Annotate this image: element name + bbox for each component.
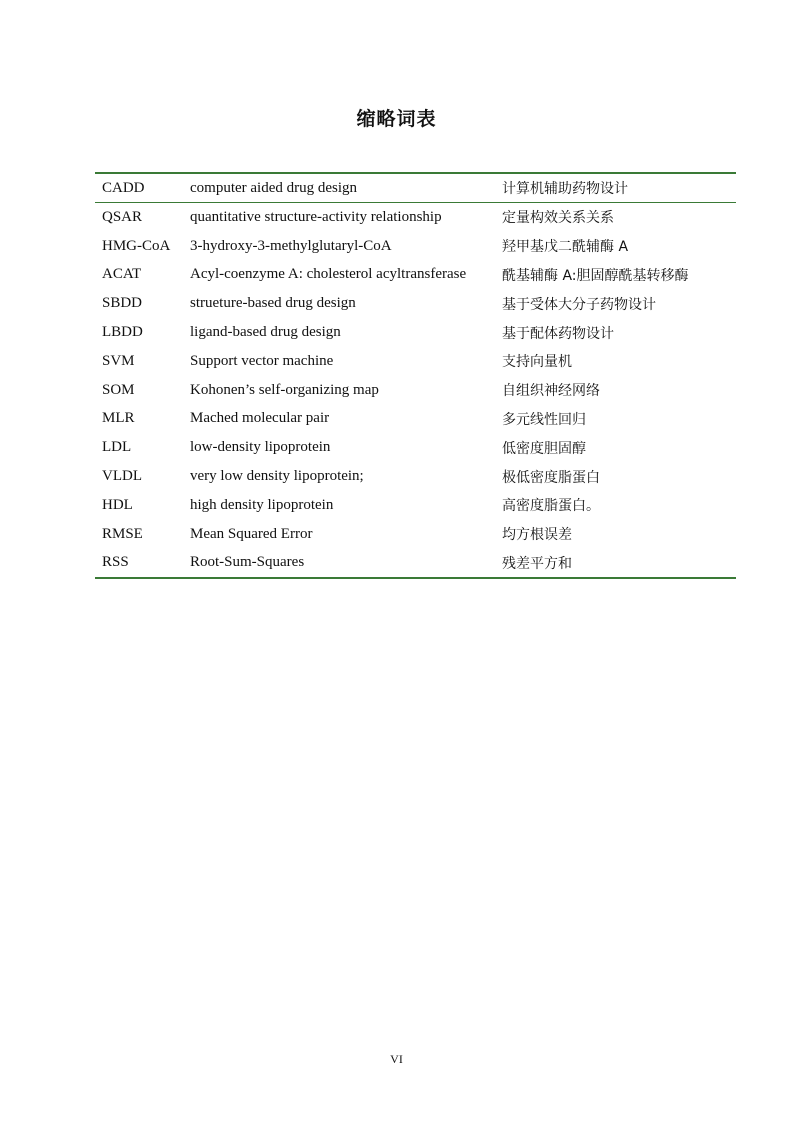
page-number: VI (390, 1052, 403, 1066)
abbr-cell: ACAT (102, 266, 142, 283)
abbr-cell: MLR (102, 410, 135, 427)
english-term-cell: strueture-based drug design (190, 295, 356, 312)
english-term-cell: 3-hydroxy-3-methylglutaryl-CoA (190, 237, 392, 254)
abbr-cell: QSAR (102, 208, 143, 225)
page-title: 缩略词表 (356, 108, 437, 130)
english-term-cell: high density lipoprotein (190, 496, 334, 513)
chinese-term-cell: 残差平方和 (502, 555, 572, 572)
abbr-cell: SOM (102, 381, 135, 398)
table-row (95, 433, 736, 462)
table-row (95, 462, 736, 491)
table-row (95, 491, 736, 520)
chinese-term-cell: 计算机辅助药物设计 (502, 181, 628, 197)
abbr-cell: RMSE (102, 525, 143, 542)
abbr-cell: LDL (102, 439, 132, 456)
abbr-cell: VLDL (102, 468, 142, 485)
english-term-cell: low-density lipoprotein (190, 439, 331, 456)
english-term-cell: Mean Squared Error (190, 525, 313, 542)
abbr-cell: LBDD (102, 324, 143, 341)
abbr-cell: HDL (102, 496, 133, 513)
table-row (95, 318, 736, 347)
table-row (95, 405, 736, 434)
table-row (95, 289, 736, 318)
table-row (95, 174, 736, 202)
table-row (95, 347, 736, 376)
abbr-cell: RSS (102, 554, 129, 571)
english-term-cell: quantitative structure-activity relationship (190, 208, 442, 225)
table-row (95, 376, 736, 405)
table-row (95, 261, 736, 290)
english-term-cell: ligand-based drug design (190, 324, 341, 341)
english-term-cell: Acyl-coenzyme A: cholesterol acyltransferase (190, 266, 467, 283)
chinese-term-cell: 高密度脂蛋白。 (502, 498, 600, 515)
table-row (95, 232, 736, 261)
english-term-cell: Mached molecular pair (190, 410, 330, 427)
chinese-term-cell: 酰基辅酶 A:胆固醇酰基转移酶 (502, 267, 689, 284)
chinese-term-cell: 均方根误差 (502, 527, 572, 544)
table-bottom-rule (95, 577, 736, 579)
table-row (95, 549, 736, 578)
chinese-term-cell: 自组织神经网络 (502, 383, 600, 400)
english-term-cell: Kohonen’s self-organizing map (190, 381, 379, 398)
chinese-term-cell: 基于受体大分子药物设计 (502, 296, 656, 313)
abbr-cell: CADD (102, 179, 145, 196)
english-term-cell: very low density lipoprotein; (190, 468, 364, 485)
english-term-cell: Root-Sum-Squares (190, 554, 305, 571)
chinese-term-cell: 支持向量机 (502, 354, 572, 371)
abbr-cell: SBDD (102, 295, 143, 312)
table-body (95, 203, 736, 577)
chinese-term-cell: 定量构效关系关系 (502, 210, 614, 227)
table-row (95, 203, 736, 232)
table-row (95, 520, 736, 549)
chinese-term-cell: 羟甲基戊二酰辅酶 A (502, 239, 629, 256)
chinese-term-cell: 极低密度脂蛋白 (502, 469, 600, 486)
chinese-term-cell: 多元线性回归 (502, 411, 586, 428)
abbr-cell: HMG-CoA (102, 237, 171, 254)
chinese-term-cell: 低密度胆固醇 (502, 440, 586, 457)
abbreviation-table (95, 172, 736, 579)
abbr-cell: SVM (102, 352, 135, 369)
english-term-cell: computer aided drug design (190, 179, 358, 196)
chinese-term-cell: 基于配体药物设计 (502, 325, 614, 342)
english-term-cell: Support vector machine (190, 352, 334, 369)
